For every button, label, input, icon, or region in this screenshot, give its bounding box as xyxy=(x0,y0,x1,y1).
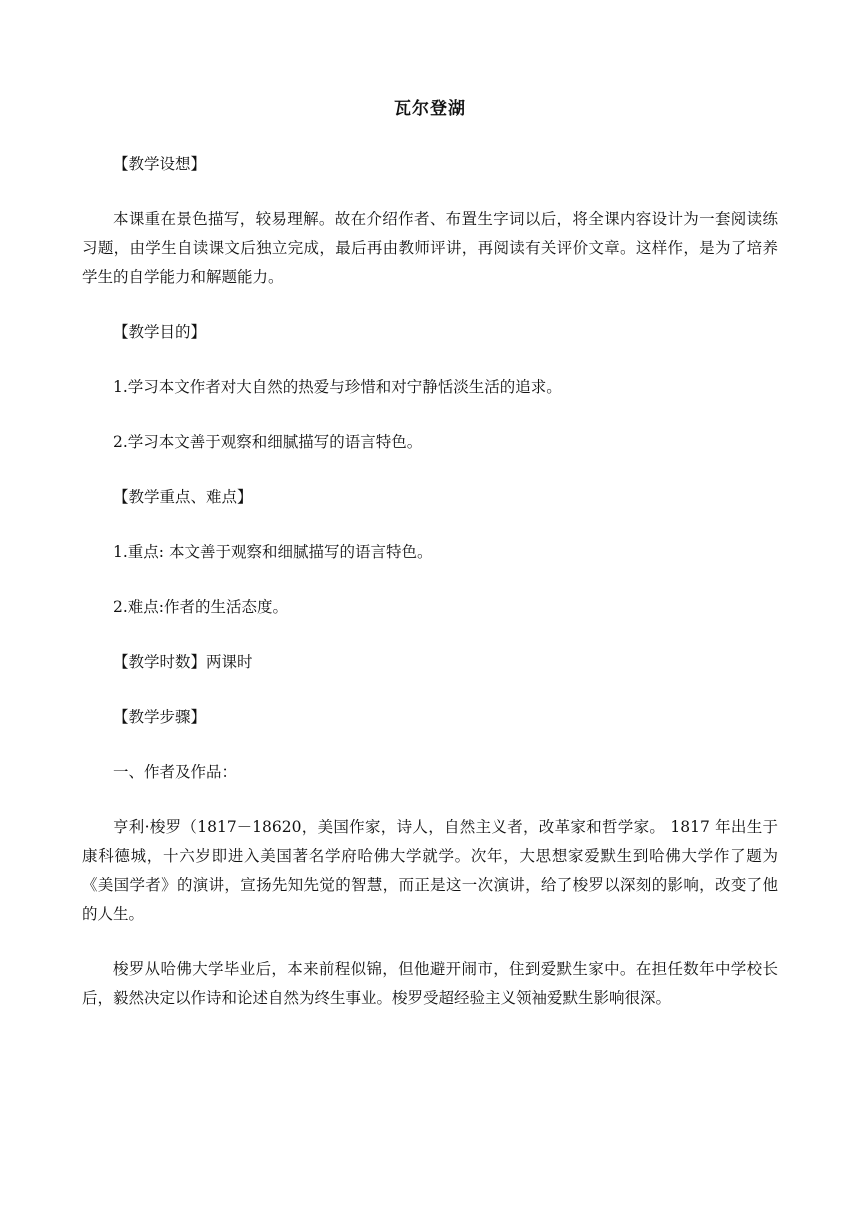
document-body xyxy=(82,150,778,1013)
paragraph-teaching-concept: 本课重在景色描写，较易理解。故在介绍作者、布置生字词以后，将全课内容设计为一套阅读练习题，由学生自读课文后独立完成，最后再由教师评讲，再阅读有关评价文章。这样作，是为了培养学生的自学能力和解题能力。 xyxy=(82,210,778,286)
section-heading-teaching-steps: 【教学步骤】 xyxy=(113,708,207,726)
paragraph-author-bio-1: 亨利·梭罗（1817－18620，美国作家，诗人，自然主义者，改革家和哲学家。 1817 年出生于康科德城，十六岁即进入美国著名学府哈佛大学就学。次年，大思想家爱默生到哈佛大学作了题为《美国学者》的演讲，宣扬先知先觉的智慧，而正是这一次演讲，给了梭罗以深刻的影响，改变了他的人生。 xyxy=(82,818,778,923)
key-point-item-1: 1.重点: 本文善于观察和细腻描写的语言特色。 xyxy=(113,543,433,561)
subsection-heading-author: 一、作者及作品： xyxy=(113,763,238,781)
section-heading-teaching-goals: 【教学目的】 xyxy=(113,323,207,341)
key-point-item-2: 2.难点:作者的生活态度。 xyxy=(113,598,289,616)
paragraph-author-bio-2: 梭罗从哈佛大学毕业后，本来前程似锦，但他避开闹市，住到爱默生家中。在担任数年中学校长后，毅然决定以作诗和论述自然为终生事业。梭罗受超经验主义领袖爱默生影响很深。 xyxy=(82,960,778,1007)
document-title: 瓦尔登湖 xyxy=(394,99,466,119)
goal-item-2: 2.学习本文善于观察和细腻描写的语言特色。 xyxy=(113,433,423,451)
section-heading-key-points: 【教学重点、难点】 xyxy=(113,488,253,506)
section-heading-teaching-concept: 【教学设想】 xyxy=(113,155,207,173)
goal-item-1: 1.学习本文作者对大自然的热爱与珍惜和对宁静恬淡生活的追求。 xyxy=(113,378,562,396)
section-heading-class-hours: 【教学时数】两课时 xyxy=(113,653,253,671)
